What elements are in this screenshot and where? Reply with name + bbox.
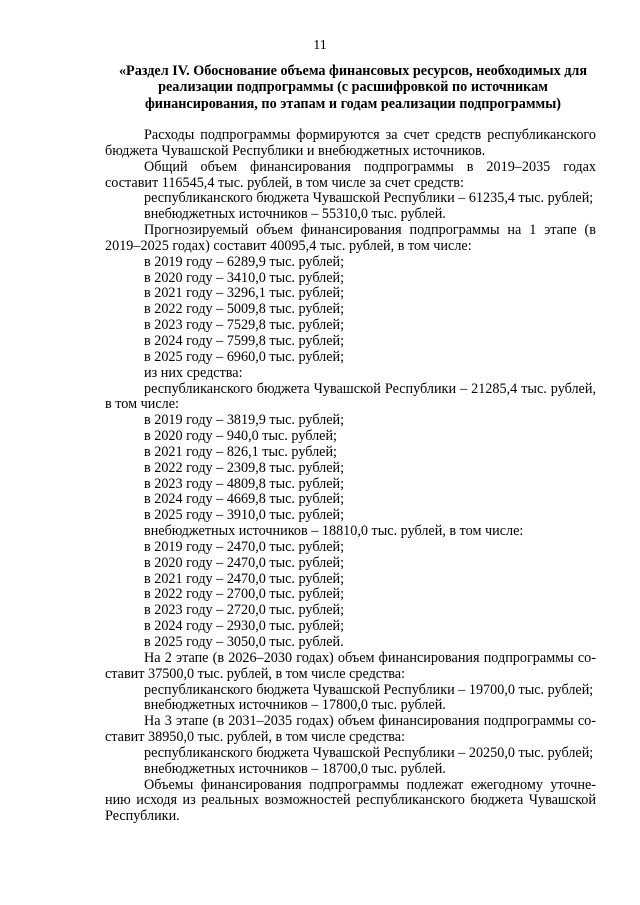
list-line: республиканского бюджета Чувашской Республики – 19700,0 тыс. рублей; <box>144 681 594 698</box>
section-heading: «Раздел IV. Обоснование объема финансовых ресурсов, необходимых для реализации подпрограммы (с расшифровкой по источникам финансирования, по этапам и годам реализации подпрограммы) <box>118 63 588 112</box>
paragraph: Общий объем финансирования подпрограммы в 2019–2035 годах составит 116545,4 тыс. рублей, в том числе за счет средств: <box>105 158 596 191</box>
list-line: в 2025 году – 6960,0 тыс. рублей; <box>144 348 345 365</box>
list-line: в 2022 году – 2700,0 тыс. рублей; <box>144 586 345 603</box>
list-line: в 2022 году – 2309,8 тыс. рублей; <box>144 459 345 476</box>
list-line: в 2025 году – 3050,0 тыс. рублей. <box>144 634 344 650</box>
list-line: в 2025 году – 3910,0 тыс. рублей; <box>144 507 345 524</box>
document-body <box>105 128 596 825</box>
list-line: в 2023 году – 2720,0 тыс. рублей; <box>144 602 345 619</box>
list-line: республиканского бюджета Чувашской Республики – 20250,0 тыс. рублей; <box>144 744 594 761</box>
list-line: в 2021 году – 2470,0 тыс. рублей; <box>144 570 345 587</box>
list-line: в 2024 году – 7599,8 тыс. рублей; <box>144 332 345 349</box>
list-line: в 2024 году – 4669,8 тыс. рублей; <box>144 491 345 508</box>
list-line: в 2019 году – 6289,9 тыс. рублей; <box>144 253 345 270</box>
list-line: в 2020 году – 940,0 тыс. рублей; <box>144 428 337 445</box>
list-line: в 2020 году – 2470,0 тыс. рублей; <box>144 554 345 571</box>
list-line: в 2020 году – 3410,0 тыс. рублей; <box>144 269 345 286</box>
list-line: внебюджетных источников – 18810,0 тыс. рублей, в том числе: <box>144 523 524 540</box>
list-line: в 2022 году – 5009,8 тыс. рублей; <box>144 301 345 318</box>
paragraph: республиканского бюджета Чувашской Республики – 21285,4 тыс. рублей, в том числе: <box>105 380 596 413</box>
list-line: внебюджетных источников – 55310,0 тыс. рублей. <box>144 206 446 223</box>
list-line: в 2019 году – 3819,9 тыс. рублей; <box>144 412 345 429</box>
list-line: из них средства: <box>144 364 243 381</box>
page-number: 11 <box>313 38 327 53</box>
list-line: в 2021 году – 826,1 тыс. рублей; <box>144 443 337 460</box>
list-line: республиканского бюджета Чувашской Республики – 61235,4 тыс. рублей; <box>144 190 594 207</box>
paragraph: Расходы подпрограммы формируются за счет средств республиканского бюджета Чувашской Республики и внебюджетных источников. <box>105 127 596 159</box>
list-line: в 2021 году – 3296,1 тыс. рублей; <box>144 285 345 302</box>
list-line: в 2024 году – 2930,0 тыс. рублей; <box>144 618 345 635</box>
paragraph: На 3 этапе (в 2031–2035 годах) объем финансирования подпрограммы составит 38950,0 тыс. рублей, в том числе средства: <box>105 713 596 746</box>
paragraph: Прогнозируемый объем финансирования подпрограммы на 1 этапе (в 2019–2025 годах) составит 40095,4 тыс. рублей, в том числе: <box>105 222 596 254</box>
paragraph: На 2 этапе (в 2026–2030 годах) объем финансирования подпрограммы составит 37500,0 тыс. рублей, в том числе средства: <box>105 649 596 682</box>
list-line: внебюджетных источников – 17800,0 тыс. рублей. <box>144 697 446 714</box>
list-line: в 2023 году – 4809,8 тыс. рублей; <box>144 475 345 492</box>
list-line: в 2019 году – 2470,0 тыс. рублей; <box>144 538 345 555</box>
list-line: в 2023 году – 7529,8 тыс. рублей; <box>144 317 345 334</box>
paragraph: Объемы финансирования подпрограммы подлежат ежегодному уточнению исходя из реальных возможностей республиканского бюджета Чувашской Республики. <box>105 776 596 825</box>
list-line: внебюджетных источников – 18700,0 тыс. рублей. <box>144 760 446 777</box>
